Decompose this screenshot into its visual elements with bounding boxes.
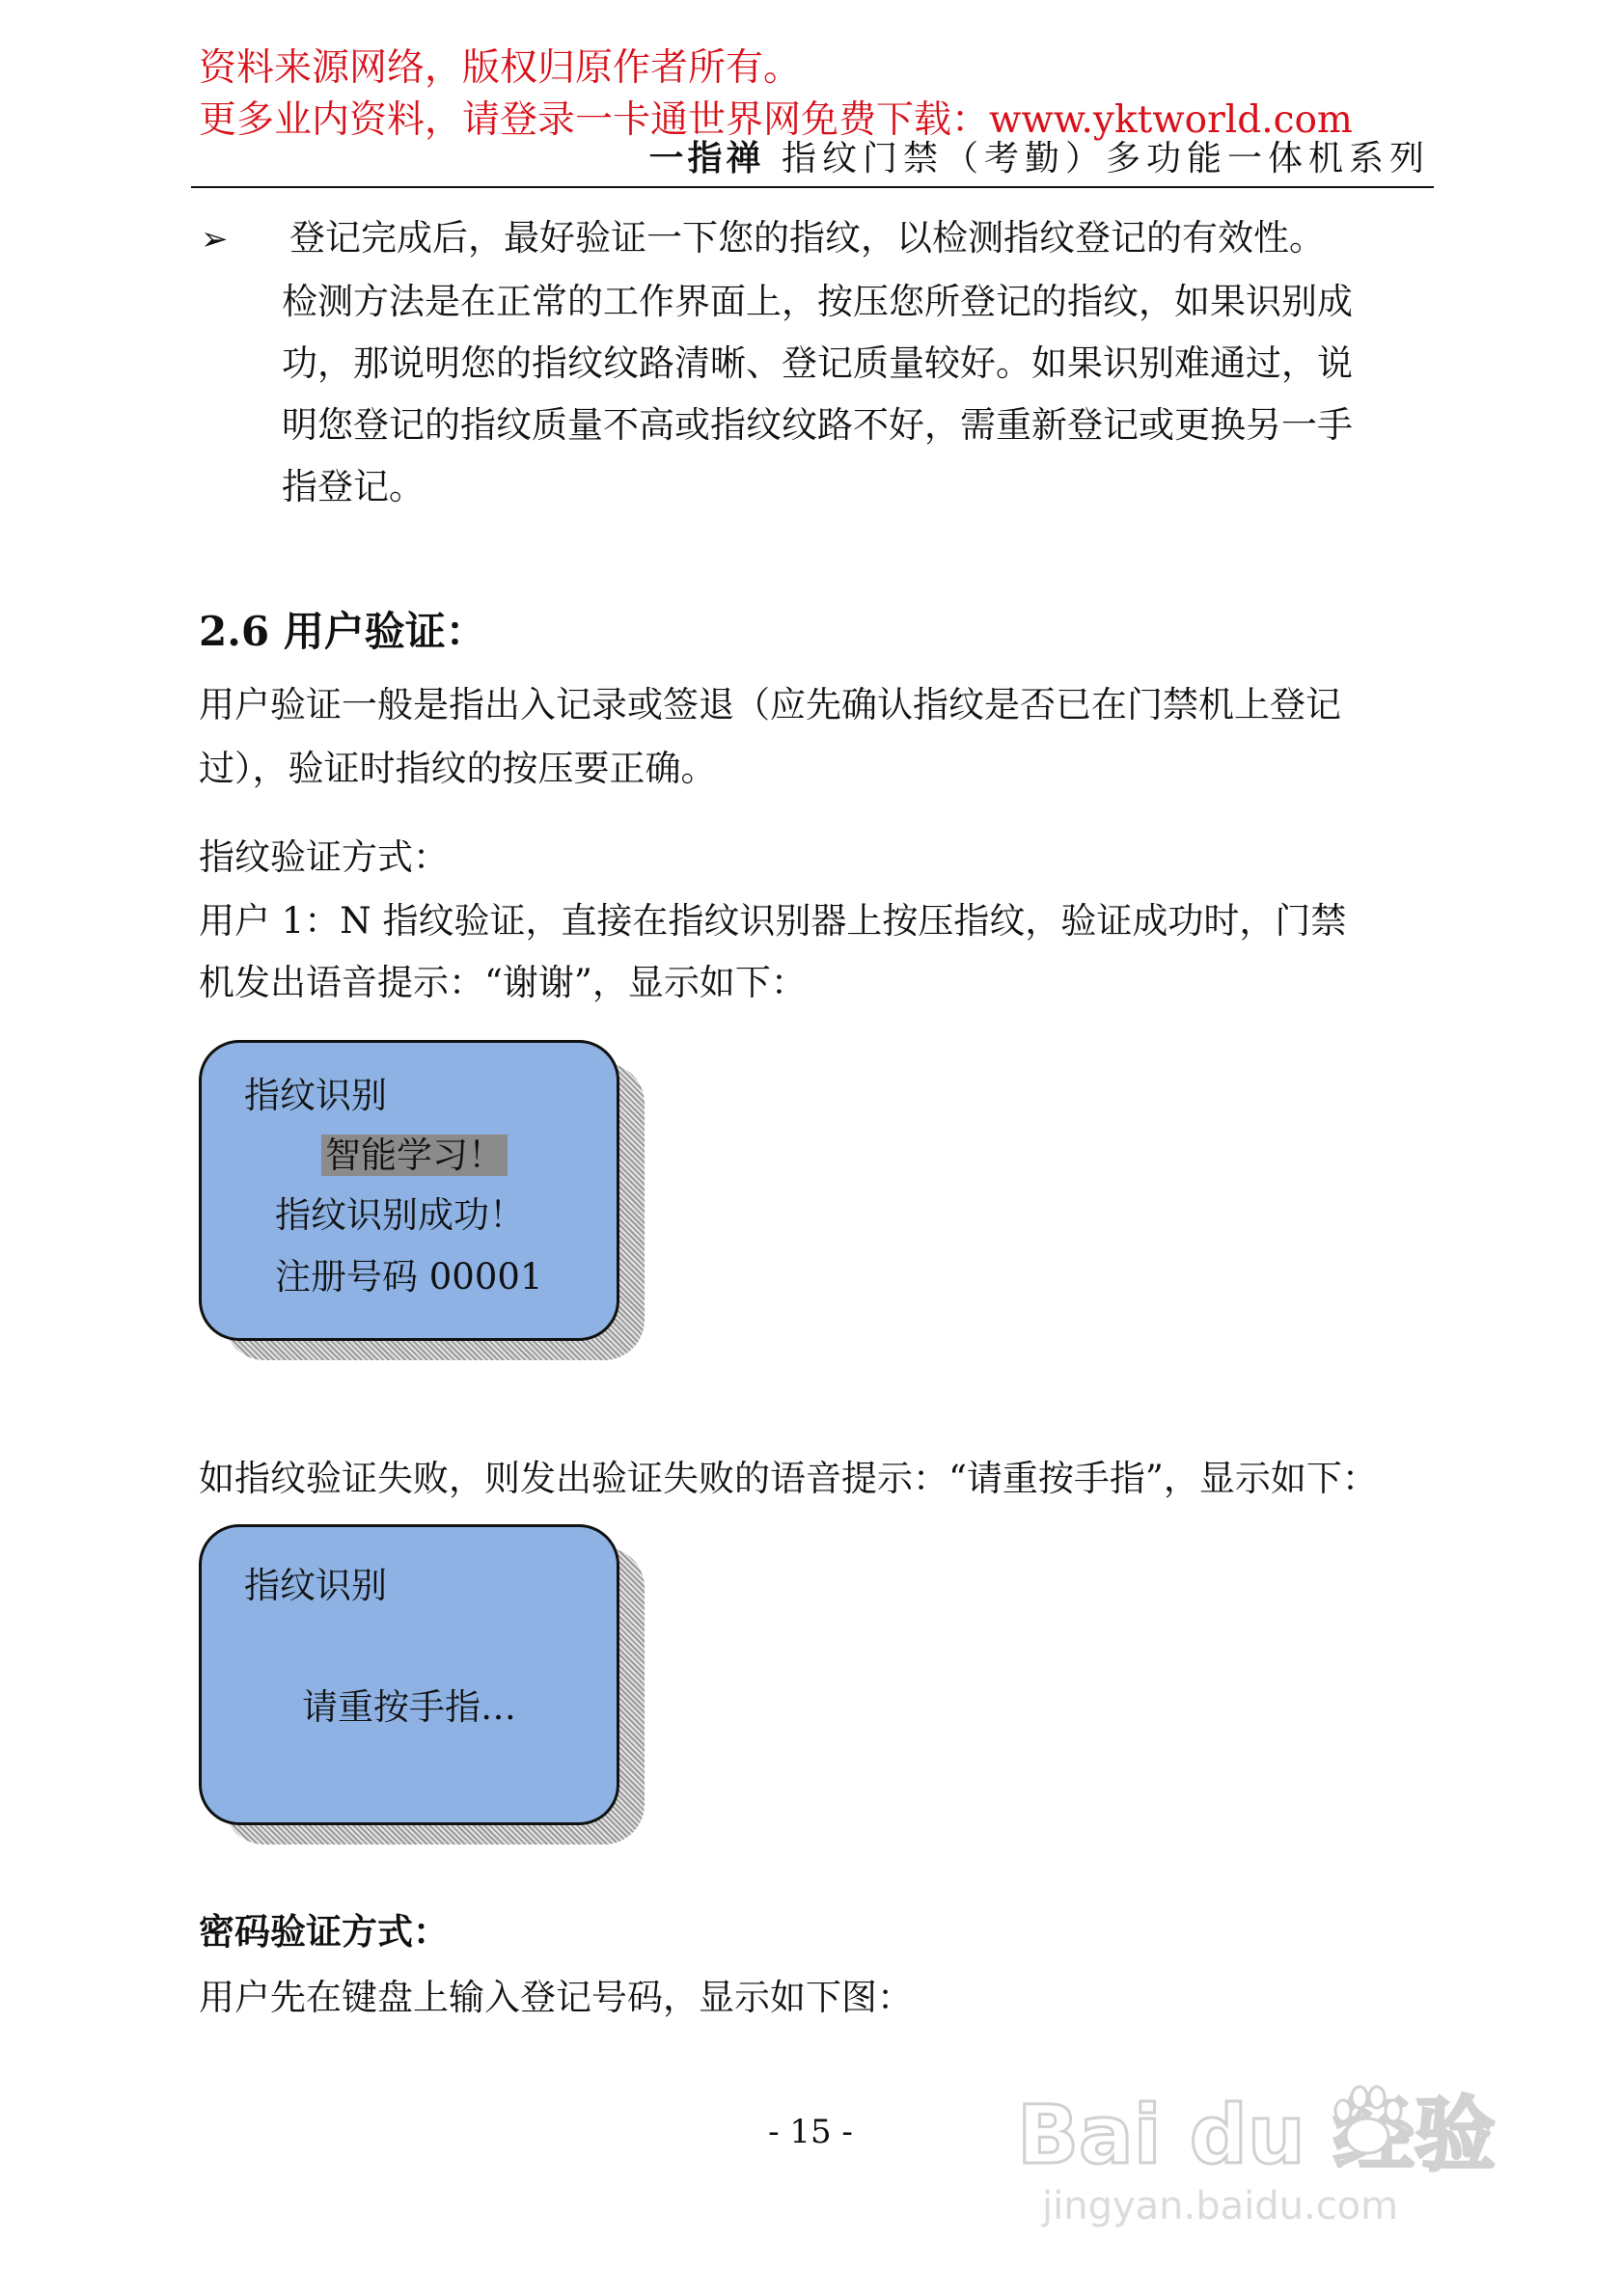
series-title: 指纹门禁（考勤）多功能一体机系列 [781,139,1430,178]
bullet-arrow-icon: ➢ [201,220,229,259]
source-notice: 资料来源网络，版权归原作者所有。 [199,46,802,90]
fp-method-label: 指纹验证方式： [199,836,449,878]
fp-line-2: 机发出语音提示：“谢谢”，显示如下： [199,962,807,1003]
lcd-screen-fail [199,1524,619,1825]
section-para-line-1: 用户验证一般是指出入记录或签退（应先确认指纹是否已在门禁机上登记 [199,684,1341,725]
registration-line [275,1247,542,1299]
intro-line-4: 明您登记的指纹质量不高或指纹纹路不好，需重新登记或更换另一手 [282,404,1353,446]
section-para-line-2: 过），验证时指纹的按压要正确。 [199,748,717,789]
pwd-line: 用户先在键盘上输入登记号码，显示如下图： [199,1977,913,2018]
highlight-message: 智能学习！ [321,1134,508,1176]
page-number: - 15 - [768,2113,853,2151]
watermark-url: jingyan.baidu.com [1042,2184,1399,2228]
section-heading: 2.6 用户验证： [199,608,486,655]
download-notice: 更多业内资料，请登录一卡通世界网免费下载：www.yktworld.com [199,98,1353,142]
baidu-watermark [1017,2070,1577,2263]
intro-line-2: 检测方法是在正常的工作界面上，按压您所登记的指纹，如果识别成 [282,281,1353,322]
fail-line: 如指纹验证失败，则发出验证失败的语音提示：“请重按手指”，显示如下： [199,1458,1378,1499]
watermark-logo: Bai du 经验 [1017,2088,1496,2182]
fail-message: 请重按手指… [302,1686,516,1728]
registration-number: 00001 [428,1256,543,1298]
series-brand: 一指禅 [648,139,765,178]
registration-label: 注册号码 [275,1256,418,1298]
lcd-screen-success [199,1040,619,1341]
fp-line-1: 用户 1：N 指纹验证，直接在指纹识别器上按压指纹，验证成功时，门禁 [199,900,1347,942]
intro-line-1: 登记完成后，最好验证一下您的指纹，以检测指纹登记的有效性。 [289,217,1325,259]
success-message: 指纹识别成功！ [275,1194,525,1236]
screen-title: 指纹识别 [244,1565,387,1606]
header-rule [191,186,1434,188]
paw-icon [1324,2078,1411,2165]
intro-line-5: 指登记。 [282,466,425,507]
screen-title: 指纹识别 [244,1075,387,1116]
intro-line-3: 功，那说明您的指纹纹路清晰、登记质量较好。如果识别难通过，说 [282,342,1353,384]
pwd-method-label: 密码验证方式： [199,1910,449,1953]
series-header [649,131,1430,180]
